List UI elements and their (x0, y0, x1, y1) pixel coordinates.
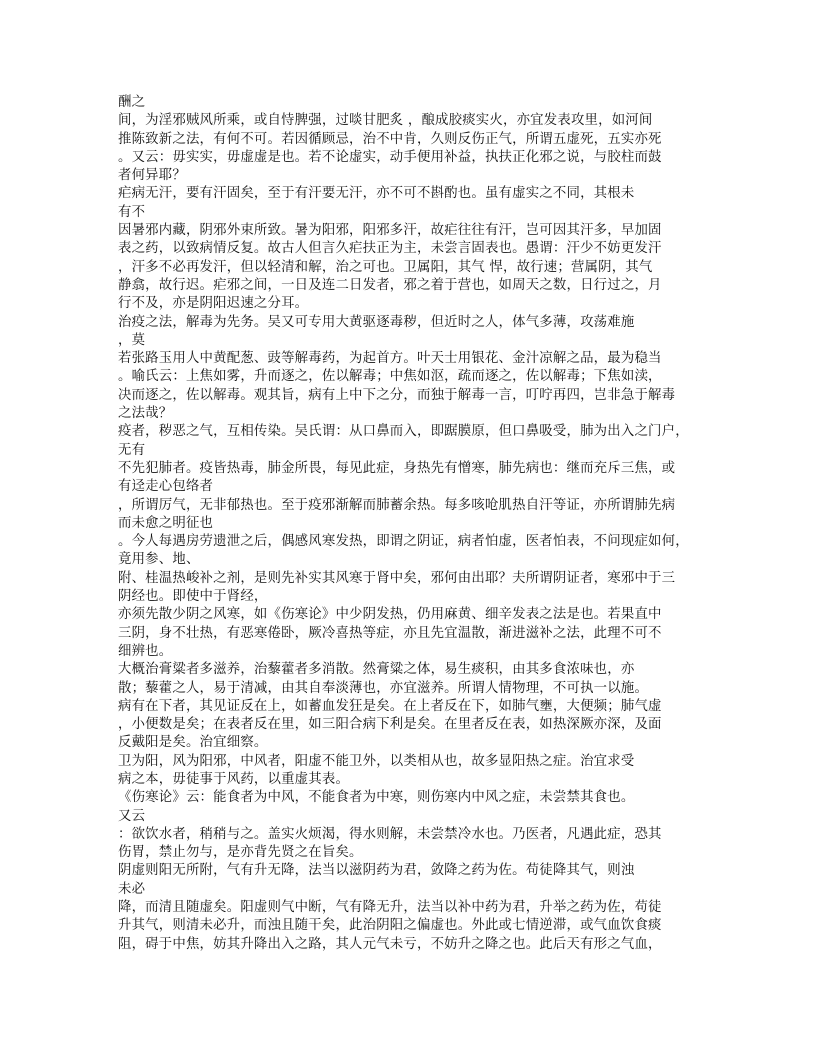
text-line: ：欲饮水者，稍稍与之。盖实火烦渴，得水则解，未尝禁冷水也。乃医者，凡遇此症，恐其 (118, 826, 662, 842)
text-line: 疟病无汗，要有汗固矣，至于有汗要无汗，亦不可不斟酌也。虽有虚实之不同，其根未 (118, 186, 635, 202)
text-line: 疫者，秽恶之气，互相传染。吴氏谓：从口鼻而入，即踞膜原，但口鼻吸受，肺为出入之门户， (118, 424, 689, 440)
text-line: 阻，碍于中焦，妨其升降出入之路，其人元气未亏，不妨升之降之也。此后天有形之气血， (118, 936, 662, 952)
text-line: 伤胃，禁止勿与，是亦背先贤之在旨矣。 (118, 845, 363, 861)
text-line: 表之药，以致病情反复。故古人但言久疟扶正为主，未尝言固表也。愚谓：汗少不妨更发汗 (118, 241, 662, 257)
text-line: 间，为淫邪贼风所乘，或自恃脾强，过啖甘肥炙 ，酿成胶痰实火，亦宜发表攻里，如河间 (118, 113, 653, 129)
text-line: 有不 (118, 204, 146, 220)
text-line: 静翕，故行迟。疟邪之间，一日及连二日发者，邪之着于营也，如周天之数，日行过之，月 (118, 277, 662, 293)
text-line: ，所谓厉气，无非郁热也。至于疫邪渐解而肺蓄余热。每多咳呛肌热自汗等证，亦所谓肺先病 (118, 497, 676, 513)
text-line: 亦须先散少阴之风寒，如《伤寒论》中少阴发热，仍用麻黄、细辛发表之法是也。若果直中 (118, 607, 662, 623)
text-line: 因暑邪内藏，阴邪外束所致。暑为阳邪，阳邪多汗，故疟往往有汗，岂可因其汗多，早加固 (118, 223, 662, 239)
text-line: 阴经也。即使中于肾经， (118, 589, 268, 605)
text-line: 卫为阳，风为阳邪，中风者，阳虚不能卫外，以类相从也，故多显阳热之症。治宜求受 (118, 753, 635, 769)
text-line: 决而逐之，佐以解毒。观其旨，病有上中下之分，而独于解毒一言，叮咛再四，岂非急于解毒 (118, 387, 676, 403)
text-line: ，莫 (118, 332, 146, 348)
text-line: 若张路玉用人中黄配葱、豉等解毒药，为起首方。叶天士用银花、金汁凉解之品，最为稳当 (118, 351, 662, 367)
text-line: 之法哉？ (118, 406, 173, 422)
text-line: 推陈致新之法，有何不可。若因循顾忌，治不中肯，久则反伤正气，所谓五虚死，五实亦死 (118, 131, 662, 147)
text-line: 不先犯肺者。疫皆热毒，肺金所畏，每见此症，身热先有憎寒，肺先病也：继而充斥三焦，或 (118, 460, 676, 476)
text-line: 。今人每遇房劳遗泄之后，偶感风寒发热，即谓之阴证，病者怕虚，医者怕表，不问现症如何， (118, 534, 689, 550)
text-line: 病之本，毋徒事于风药，以重虚其表。 (118, 771, 350, 787)
text-line: 升其气，则清未必升，而浊且随干矣，此治阴阳之偏虚也。外此或七情逆滞，或气血饮食痰 (118, 918, 662, 934)
text-line: 《伤寒论》云：能食者为中风，不能食者为中寒，则伤寒内中风之症，未尝禁其食也。 (118, 790, 635, 806)
text-line: 病有在下者，其见证反在上，如蓄血发狂是矣。在上者反在下，如肺气壅，大便频；肺气虚 (118, 698, 662, 714)
text-line: 三阴，身不壮热，有恶寒倦卧，厥冷喜热等症，亦且先宜温散，渐进滋补之法，此理不可不 (118, 625, 662, 641)
text-line: 阴虚则阳无所附，气有升无降，法当以滋阴药为君，敛降之药为佐。苟徒降其气，则浊 (118, 863, 635, 879)
text-line: 散；藜藿之人，易于清减，由其自奉淡薄也，亦宜滋养。所谓人情物理，不可执一以施。 (118, 680, 649, 696)
text-line: 。又云：毋实实，毋虚虚是也。若不论虚实，动手便用补益，执扶正化邪之说，与胶柱而鼓 (118, 149, 662, 165)
text-line: 酬之 (118, 95, 146, 110)
text-line: 大概治膏粱者多滋养，治藜藿者多消散。然膏粱之体，易生痰积，由其多食浓味也，亦 (118, 662, 635, 678)
text-line: 降，而清且随虚矣。阳虚则气中断，气有降无升，法当以补中药为君，升举之药为佐，苟徒 (118, 900, 662, 916)
document-page (118, 94, 718, 954)
text-line: 。喻氏云：上焦如雾，升而逐之，佐以解毒；中焦如沤，疏而逐之，佐以解毒；下焦如渎， (118, 369, 662, 385)
text-line: 未必 (118, 881, 146, 897)
text-line: 治疫之法，解毒为先务。吴又可专用大黄驱逐毒秽，但近时之人，体气多薄，攻荡难施 (118, 314, 635, 330)
text-line: 竟用参、地、 (118, 552, 200, 568)
text-line: 细辨也。 (118, 643, 173, 659)
text-line: 者何异耶？ (118, 168, 186, 184)
text-line: 无有 (118, 442, 146, 458)
text-line: 反戴阳是矣。治宜细察。 (118, 735, 268, 751)
text-line: 又云 (118, 808, 146, 824)
text-line: ，汗多不必再发汗，但以轻清和解，治之可也。卫属阳，其气 悍，故行速；营属阴，其气 (118, 259, 653, 275)
text-line: 附、桂温热峻补之剂，是则先补实其风寒于肾中矣，邪何由出耶？夫所谓阴证者，寒邪中于三 (118, 570, 676, 586)
text-line: 行不及，亦是阴阳迟速之分耳。 (118, 296, 309, 312)
text-line: ，小便数是矣；在表者反在里，如三阳合病下利是矣。在里者反在表，如热深厥亦深，及面 (118, 717, 662, 733)
text-line: 而未愈之明征也 (118, 515, 214, 531)
text-line: 有迳走心包络者 (118, 479, 214, 495)
